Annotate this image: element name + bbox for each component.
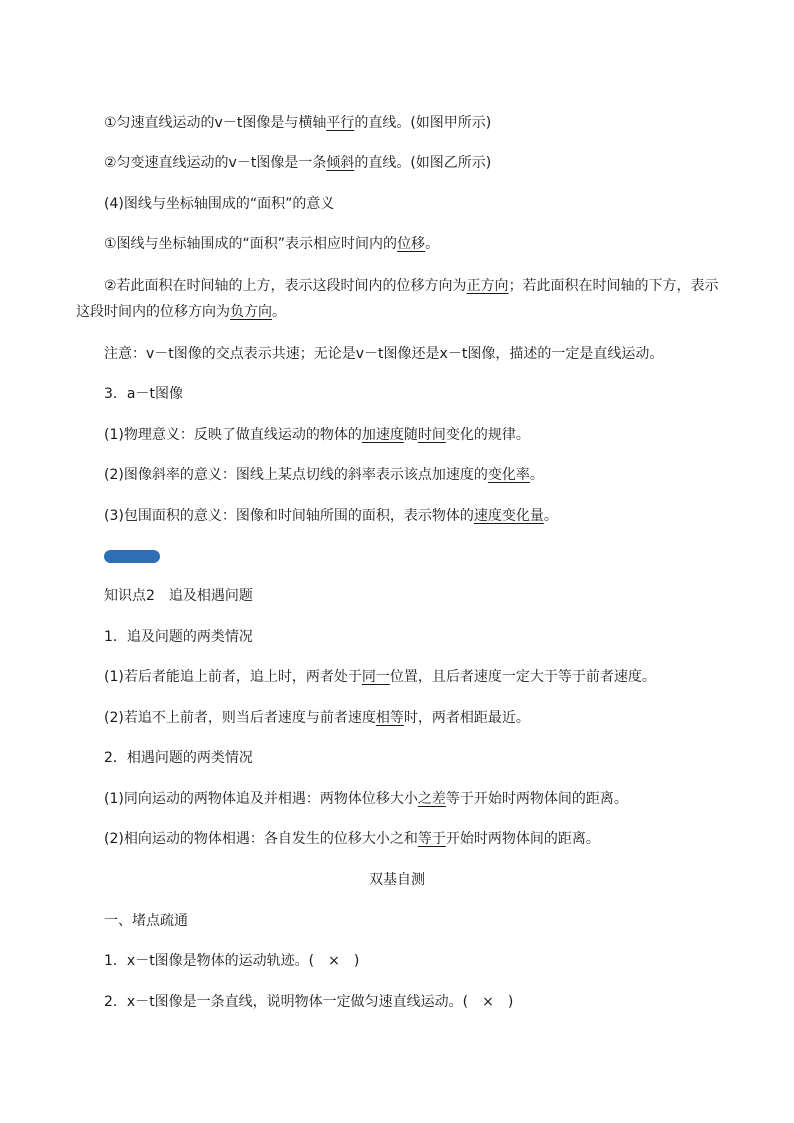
- section-heading: 2．相遇问题的两类情况: [104, 750, 253, 766]
- underlined-answer: 同一: [361, 669, 390, 685]
- text-span: ①图线与坐标轴围成的“面积”表示相应时间内的: [104, 236, 398, 252]
- text-span: 开始时两物体间的距离。: [445, 831, 600, 847]
- underlined-answer: 位移: [397, 236, 426, 252]
- text-span: 的直线。(如图甲所示): [354, 115, 492, 131]
- text-span: (1)物理意义：反映了做直线运动的物体的: [104, 427, 362, 443]
- text-line: [104, 465, 724, 485]
- text-span: (2)图像斜率的意义：图线上某点切线的斜率表示该点加速度的: [104, 467, 488, 483]
- text-span: (3)包围面积的意义：图像和时间轴所围的面积，表示物体的: [104, 508, 474, 524]
- text-span: ②若此面积在时间轴的上方，表示这段时间内的位移方向为: [104, 278, 467, 294]
- section-marker-pill: [104, 550, 160, 563]
- text-line: [104, 506, 724, 526]
- text-line: [104, 829, 724, 849]
- underlined-answer: 速度变化量: [473, 508, 544, 524]
- text-span: 位置，且后者速度一定大于等于前者速度。: [389, 669, 656, 685]
- text-line: [104, 425, 724, 445]
- text-span: 。: [425, 236, 440, 252]
- text-span: 。: [529, 467, 544, 483]
- underlined-answer: 负方向: [230, 304, 272, 320]
- text-line: [104, 708, 724, 728]
- text-line: [104, 234, 724, 254]
- underlined-answer: 加速度: [361, 427, 404, 443]
- text-span: 的直线。(如图乙所示): [354, 155, 492, 171]
- text-span: ②匀变速直线运动的v－t图像是一条: [104, 155, 327, 171]
- text-line: [104, 113, 724, 133]
- text-line: [104, 667, 724, 687]
- underlined-answer: 等于: [417, 831, 446, 847]
- text-span: ①匀速直线运动的v－t图像是与横轴: [104, 115, 327, 131]
- underlined-answer: 时间: [417, 427, 446, 443]
- text-span: (1)同向运动的两物体追及并相遇：两物体位移大小: [104, 791, 418, 807]
- text-span: 。: [543, 508, 558, 524]
- question-item: 2．x－t图像是一条直线，说明物体一定做匀速直线运动。( × ): [104, 994, 514, 1010]
- section-heading: (4)图线与坐标轴围成的“面积”的意义: [104, 196, 335, 212]
- underlined-answer: 相等: [375, 710, 404, 726]
- underlined-answer: 之差: [417, 791, 446, 807]
- text-span: 等于开始时两物体间的距离。: [445, 791, 628, 807]
- knowledge-point-heading: 知识点2 追及相遇问题: [104, 588, 253, 604]
- question-item: 1．x－t图像是物体的运动轨迹。( × ): [104, 953, 360, 969]
- text-span: (2)若追不上前者，则当后者速度与前者速度: [104, 710, 376, 726]
- section-heading: 1．追及问题的两类情况: [104, 629, 253, 645]
- text-line: [104, 153, 724, 173]
- text-span: 随: [403, 427, 418, 443]
- text-paragraph: [76, 273, 724, 325]
- text-span: (1)若后者能追上前者，追上时，两者处于: [104, 669, 362, 685]
- note-line: 注意：v－t图像的交点表示共速；无论是v－t图像还是x－t图像，描述的一定是直线运动。: [104, 346, 664, 362]
- underlined-answer: 倾斜: [326, 155, 355, 171]
- text-span: (2)相向运动的物体相遇：各自发生的位移大小之和: [104, 831, 418, 847]
- page-section-title: 双基自测: [369, 872, 425, 888]
- section-heading: 一、堵点疏通: [104, 913, 188, 929]
- text-line: [104, 789, 724, 809]
- underlined-answer: 正方向: [466, 278, 509, 294]
- text-span: ；若此面积在时间轴的下方，表示这段时间内的位移方向为: [76, 278, 719, 320]
- text-span: 变化的规律。: [445, 427, 530, 443]
- text-span: 时，两者相距最近。: [403, 710, 530, 726]
- underlined-answer: 平行: [326, 115, 355, 131]
- text-span: 。: [272, 304, 286, 320]
- underlined-answer: 变化率: [487, 467, 530, 483]
- section-heading: 3．a－t图像: [104, 386, 183, 402]
